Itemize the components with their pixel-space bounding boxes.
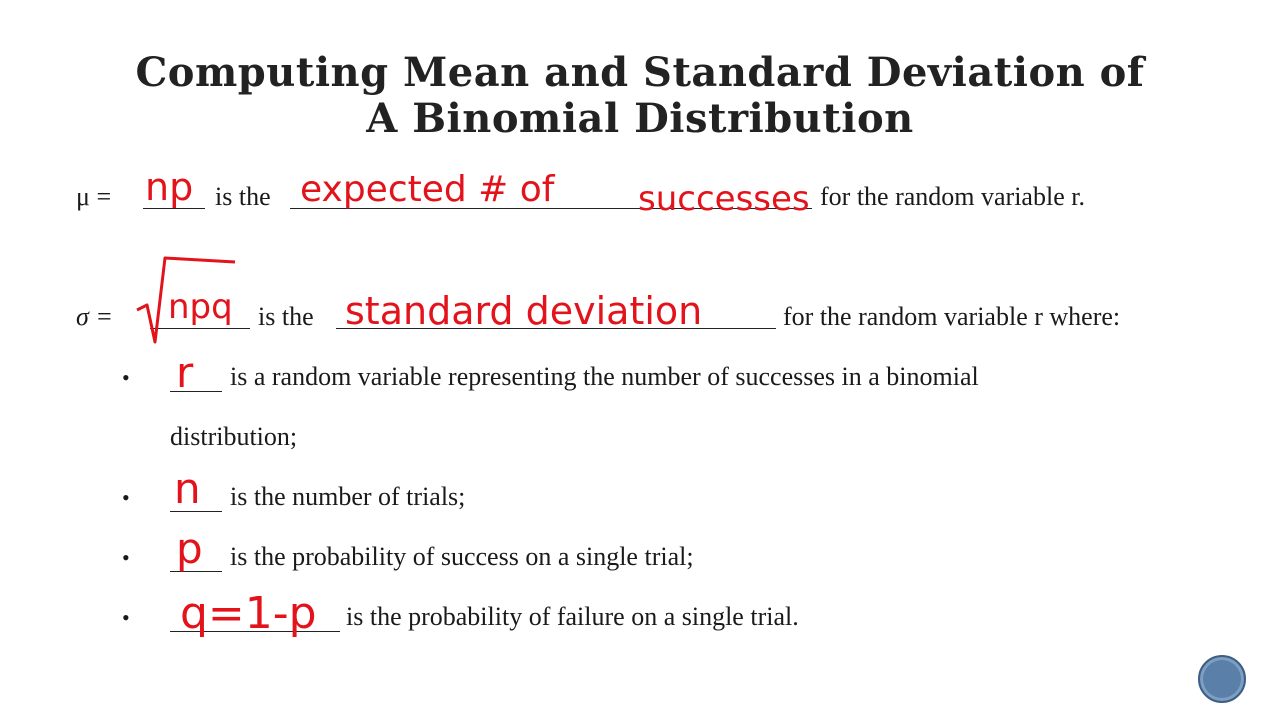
definition-continuation: distribution; — [170, 422, 298, 451]
mean-formula-handwritten: np — [145, 165, 194, 209]
definition-text: is a random variable representing the number of successes in a binomial — [230, 362, 979, 391]
handwritten-symbol: n — [174, 464, 201, 513]
mean-meaning-handwritten-2: successes — [638, 179, 810, 219]
mean-suffix: for the random variable r. — [820, 182, 1085, 211]
definition-text: is the probability of success on a single trial; — [230, 542, 694, 571]
title-line-2: A Binomial Distribution — [366, 95, 914, 142]
title-line-1: Computing Mean and Standard Deviation of — [135, 49, 1145, 96]
handwritten-symbol: p — [176, 524, 203, 573]
mean-meaning-handwritten-1: expected # of — [300, 169, 555, 210]
handwritten-symbol: q=1-p — [180, 588, 317, 639]
circle-nav-icon[interactable] — [1198, 655, 1246, 703]
sigma-symbol: σ = — [76, 302, 113, 331]
mean-is-the: is the — [215, 182, 271, 211]
bullet-icon: • — [122, 605, 130, 630]
sd-meaning-handwritten: standard deviation — [345, 289, 703, 333]
slide-title — [0, 50, 1280, 142]
sd-suffix: for the random variable r where: — [783, 302, 1121, 331]
definition-text: is the number of trials; — [230, 482, 466, 511]
bullet-icon: • — [122, 545, 130, 570]
mu-symbol: μ = — [76, 182, 112, 211]
bullet-icon: • — [122, 485, 130, 510]
sd-formula-handwritten: npq — [168, 287, 233, 327]
bullet-icon: • — [122, 365, 130, 390]
sd-is-the: is the — [258, 302, 314, 331]
definition-text: is the probability of failure on a single trial. — [346, 602, 799, 631]
handwritten-symbol: r — [176, 348, 194, 397]
